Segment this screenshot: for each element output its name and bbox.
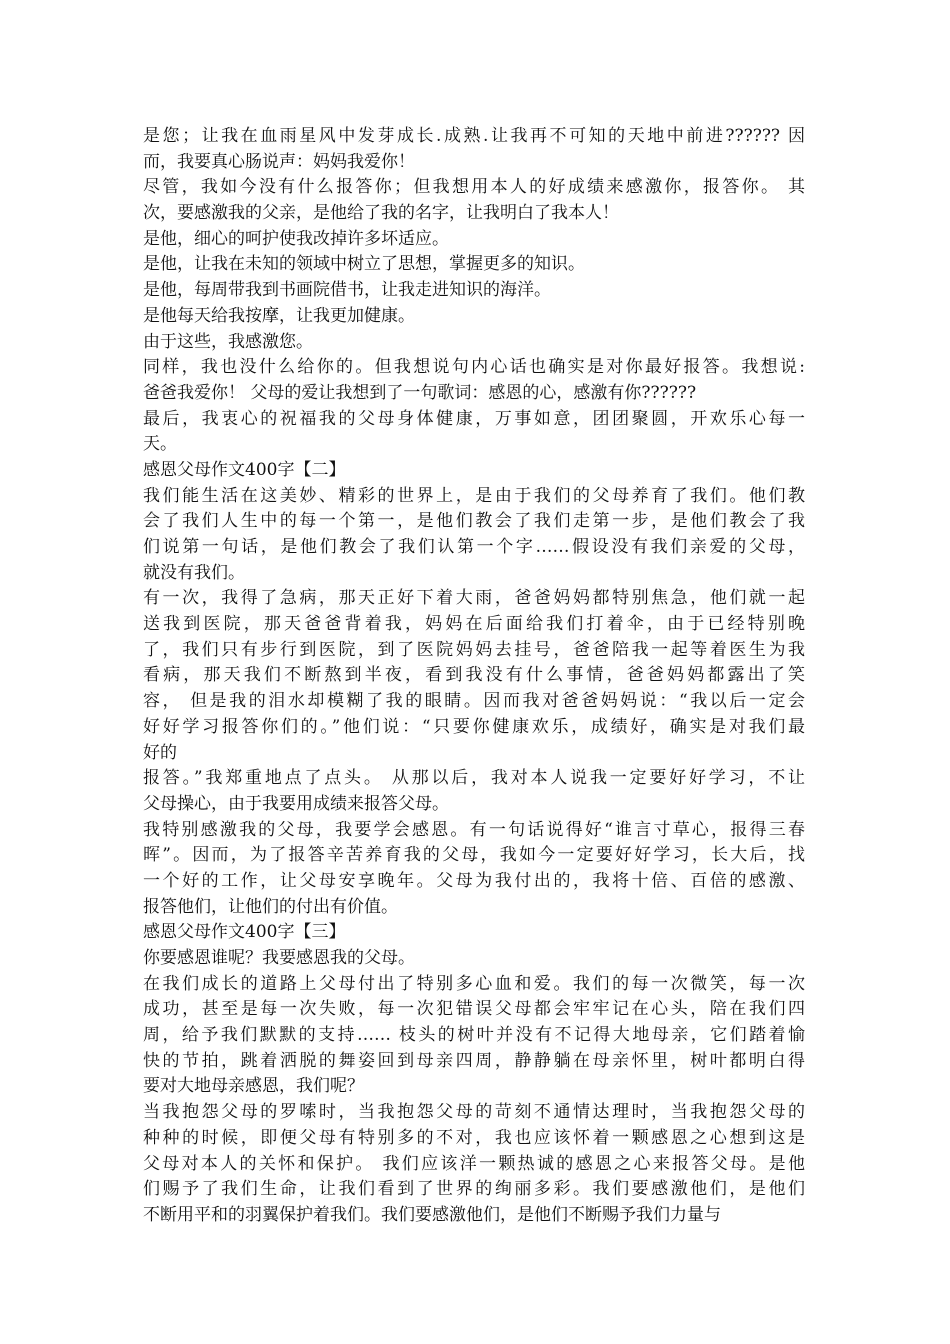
text-line: 你要感恩谁呢？我要感恩我的父母。 [143,948,415,968]
text-line: 我特别感激我的父母，我要学会感恩。有一句话说得好“谁言寸草心，报得三春 [143,819,805,840]
paragraph [143,766,805,817]
text-line: 好的 [143,742,177,763]
text-line: 不断用平和的羽翼保护着我们。我们要感激他们，是他们不断赐予我们力量与 [143,1204,721,1225]
heading-text: 感恩父母作文400字【二】 [143,459,346,480]
document-body [143,124,805,1229]
text-line: 在我们成长的道路上父母付出了特别多心血和爱。我们的每一次微笑，每一次 [143,973,805,994]
paragraph [143,252,805,278]
paragraph [143,484,805,587]
text-line: 要对大地母亲感恩，我们呢？ [143,1076,364,1097]
text-line: 看病，那天我们不断熬到半夜，看到我没有什么事情，爸爸妈妈都露出了笑 [143,665,805,686]
paragraph [143,1100,805,1228]
text-line: 们赐予了我们生命，让我们看到了世界的绚丽多彩。我们要感激他们，是他们 [143,1179,805,1200]
text-line: 尽管，我如今没有什么报答你；但我想用本人的好成绩来感激你，报答你。 其 [143,177,805,198]
text-line: 晖”。因而，为了报答辛苦养育我的父母，我如今一定要好好学习，长大后，找 [143,845,805,866]
text-line: 了，我们只有步行到医院，到了医院妈妈去挂号，爸爸陪我一起等着医生为我 [143,639,805,660]
text-line: 有一次，我得了急病，那天正好下着大雨，爸爸妈妈都特别焦急，他们就一起 [143,588,805,609]
paragraph [143,304,805,330]
text-line: 会了我们人生中的每一个第一，是他们教会了我们走第一步，是他们教会了我 [143,511,805,532]
section-heading [143,458,805,484]
text-line: 由于这些，我感激您。 [143,331,313,352]
text-line: 快的节拍，跳着洒脱的舞姿回到母亲四周，静静躺在母亲怀里，树叶都明白得 [143,1050,805,1071]
text-line: 最后，我衷心的祝福我的父母身体健康，万事如意，团团聚圆，开欢乐心每一 [143,408,805,429]
text-line: 是他每天给我按摩，让我更加健康。 [143,305,415,326]
text-line: 天。 [143,434,177,455]
paragraph [143,946,805,972]
paragraph [143,278,805,304]
text-line: 爸爸我爱你！ 父母的爱让我想到了一句歌词：感恩的心，感激有你?????? [143,382,697,403]
paragraph [143,407,805,458]
text-line: 报答他们，让他们的付出有价值。 [143,896,398,917]
text-line: 是他，每周带我到书画院借书，让我走进知识的海洋。 [143,280,551,301]
text-line: 们说第一句话，是他们教会了我们认第一个字……假设没有我们亲爱的父母， [143,537,805,557]
text-line: 而，我要真心肠说声：妈妈我爱你！ [143,151,415,172]
section-heading [143,920,805,946]
paragraph [143,124,805,175]
text-line: 送我到医院，那天爸爸背着我，妈妈在后面给我们打着伞，由于已经特别晚 [143,614,805,635]
text-line: 同样，我也没什么给你的。但我想说句内心话也确实是对你最好报答。我想说: [143,357,805,378]
text-line: 是您；让我在血雨星风中发芽成长.成熟.让我再不可知的天地中前进?????? 因 [143,126,805,146]
paragraph [143,330,805,356]
paragraph [143,227,805,253]
text-line: 当我抱怨父母的罗嗦时，当我抱怨父母的苛刻不通情达理时，当我抱怨父母的 [143,1102,805,1123]
text-line: 容， 但是我的泪水却模糊了我的眼睛。因而我对爸爸妈妈说：“我以后一定会 [143,691,805,712]
text-line: 报答。”我郑重地点了点头。 从那以后，我对本人说我一定要好好学习，不让 [143,768,805,789]
text-line: 就没有我们。 [143,562,245,583]
text-line: 成功，甚至是每一次失败，每一次犯错误父母都会牢牢记在心头，陪在我们四 [143,999,805,1020]
heading-text: 感恩父母作文400字【三】 [143,922,346,943]
text-line: 一个好的工作，让父母安享晚年。父母为我付出的，我将十倍、百倍的感激、 [143,870,805,891]
text-line: 周，给予我们默默的支持…… 枝头的树叶并没有不记得大地母亲，它们踏着愉 [143,1025,805,1046]
paragraph [143,818,805,921]
paragraph [143,175,805,226]
text-line: 是他，细心的呵护使我改掉许多坏适应。 [143,228,449,249]
paragraph [143,355,805,406]
text-line: 种种的时候，即便父母有特别多的不对，我也应该怀着一颗感恩之心想到这是 [143,1127,805,1148]
text-line: 好好学习报答你们的。”他们说：“只要你健康欢乐，成绩好，确实是对我们最 [143,716,805,737]
text-line: 父母对本人的关怀和保护。 我们应该洋一颗热诚的感恩之心来报答父母。是他 [143,1153,805,1174]
text-line: 父母操心，由于我要用成绩来报答父母。 [143,793,449,814]
text-line: 是他，让我在未知的领域中树立了思想，掌握更多的知识。 [143,254,585,275]
text-line: 我们能生活在这美妙、精彩的世界上，是由于我们的父母养育了我们。他们教 [143,485,805,506]
paragraph [143,972,805,1100]
text-line: 次，要感激我的父亲，是他给了我的名字，让我明白了我本人！ [143,203,619,224]
paragraph [143,586,805,766]
